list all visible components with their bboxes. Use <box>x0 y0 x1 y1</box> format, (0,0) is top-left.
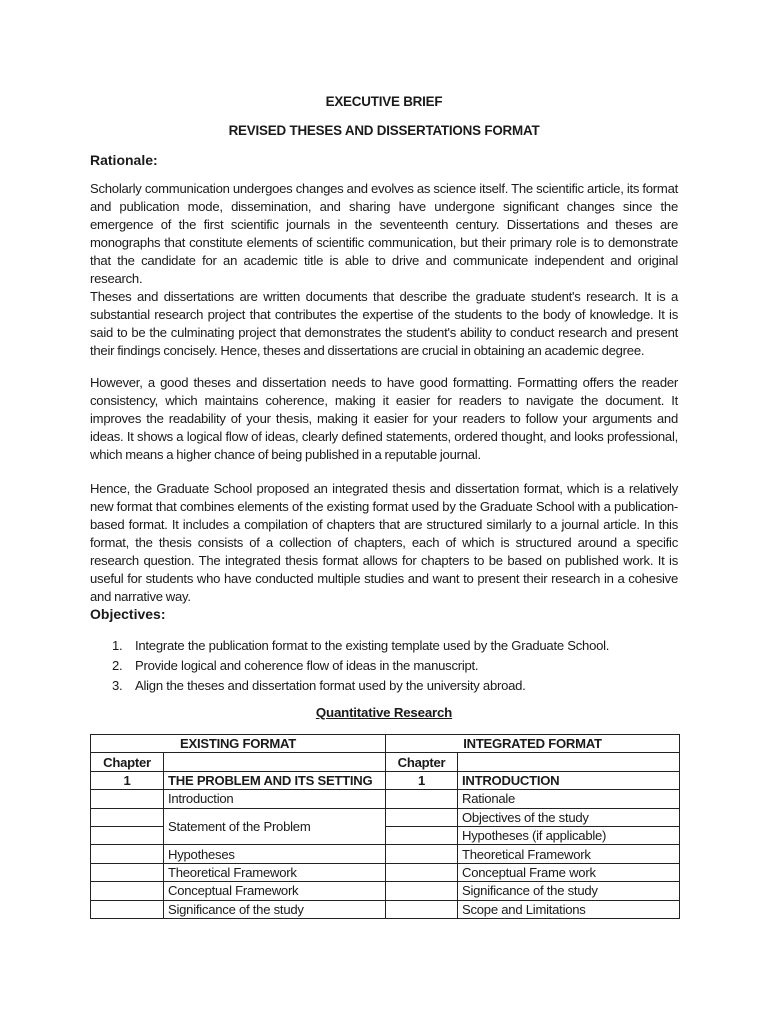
rationale-heading: Rationale: <box>90 152 158 168</box>
table-cell <box>164 753 386 771</box>
list-item <box>112 656 609 676</box>
table-cell <box>91 863 164 881</box>
document-title: EXECUTIVE BRIEF <box>325 94 443 109</box>
table-cell <box>386 900 458 918</box>
table-cell <box>386 808 458 826</box>
table-row <box>91 771 680 789</box>
table-cell: Conceptual Frame work <box>458 863 680 881</box>
table-cell <box>91 790 164 808</box>
table-cell <box>386 826 458 844</box>
table-cell <box>458 753 680 771</box>
table-row <box>91 808 680 826</box>
table-cell <box>386 863 458 881</box>
table-cell: Scope and Limitations <box>458 900 680 918</box>
document-subtitle: REVISED THESES AND DISSERTATIONS FORMAT <box>228 123 540 138</box>
table-cell <box>386 790 458 808</box>
table-row <box>91 753 680 771</box>
chapter-label: Chapter <box>386 753 458 771</box>
table-row <box>91 900 680 918</box>
table-cell <box>91 900 164 918</box>
list-item-text: Integrate the publication format to the existing template used by the Graduate School. <box>135 638 610 653</box>
table-cell: Hypotheses <box>164 845 386 863</box>
table-cell: Hypotheses (if applicable) <box>458 826 680 844</box>
table-cell: Theoretical Framework <box>164 863 386 881</box>
list-item <box>112 676 609 696</box>
rationale-paragraph: Hence, the Graduate School proposed an integrated thesis and dissertation format, which is a relatively new format that combines elements of the existing format used by the Graduate School with a publication-based format. It includes a compilation of chapters that are structured similarly to a journal article. In this format, the thesis consists of a collection of chapters, each of which is structured around a specific research question. The integrated thesis format allows for chapters to be based on published work. It is useful for students who have conducted multiple studies and want to present their research in a cohesive and narrative way. <box>90 481 678 604</box>
table-cell <box>91 845 164 863</box>
table-cell: Theoretical Framework <box>458 845 680 863</box>
table-cell <box>386 845 458 863</box>
list-item <box>112 636 609 656</box>
table-cell: Introduction <box>164 790 386 808</box>
table-cell: Significance of the study <box>458 882 680 900</box>
objectives-heading: Objectives: <box>90 606 166 622</box>
table-cell: Statement of the Problem <box>164 808 386 845</box>
objectives-list <box>112 636 609 696</box>
table-cell: Rationale <box>458 790 680 808</box>
integrated-format-header: INTEGRATED FORMAT <box>386 735 680 753</box>
format-comparison-table <box>90 734 680 919</box>
rationale-paragraph: However, a good theses and dissertation needs to have good formatting. Formatting offers the reader consistency, which maintains coherence, making it easier for readers to navigate the document. It improves the readability of your thesis, making it easier for your readers to follow your arguments and ideas. It shows a logical flow of ideas, clearly defined statements, ordered thought, and looks professional, which means a higher chance of being published in a reputable journal. <box>90 375 678 462</box>
list-item-number: 1. <box>112 638 123 653</box>
chapter-number: 1 <box>91 771 164 789</box>
table-cell <box>91 808 164 826</box>
list-item-text: Provide logical and coherence flow of ideas in the manuscript. <box>135 658 479 673</box>
table-cell <box>91 882 164 900</box>
existing-format-header: EXISTING FORMAT <box>91 735 386 753</box>
table-row <box>91 882 680 900</box>
table-cell <box>386 882 458 900</box>
chapter-number: 1 <box>386 771 458 789</box>
rationale-paragraph: Scholarly communication undergoes changes and evolves as science itself. The scientific article, its format and publication mode, dissemination, and sharing have undergone significant changes since the emergence of the first scientific journals in the seventeenth century. Dissertations and theses are monographs that constitute elements of scientific communication, but their primary role is to demonstrate that the candidate for an academic title is able to drive and communicate independent and original research. <box>90 181 678 286</box>
chapter-title: INTRODUCTION <box>458 771 680 789</box>
chapter-label: Chapter <box>91 753 164 771</box>
table-header-row <box>91 735 680 753</box>
rationale-paragraph: Theses and dissertations are written documents that describe the graduate student's research. It is a substantial research project that contributes the expertise of the students to the body of knowledge. It is said to be the culminating project that demonstrates the student's ability to conduct research and present their findings concisely. Hence, theses and dissertations are crucial in obtaining an academic degree. <box>90 289 678 358</box>
table-cell: Significance of the study <box>164 900 386 918</box>
table-cell <box>91 826 164 844</box>
table-row <box>91 790 680 808</box>
table-caption: Quantitative Research <box>315 705 453 720</box>
list-item-text: Align the theses and dissertation format used by the university abroad. <box>135 678 526 693</box>
chapter-title: THE PROBLEM AND ITS SETTING <box>164 771 386 789</box>
table-cell: Objectives of the study <box>458 808 680 826</box>
table-row <box>91 863 680 881</box>
list-item-number: 3. <box>112 678 123 693</box>
list-item-number: 2. <box>112 658 123 673</box>
table-cell: Conceptual Framework <box>164 882 386 900</box>
table-row <box>91 845 680 863</box>
